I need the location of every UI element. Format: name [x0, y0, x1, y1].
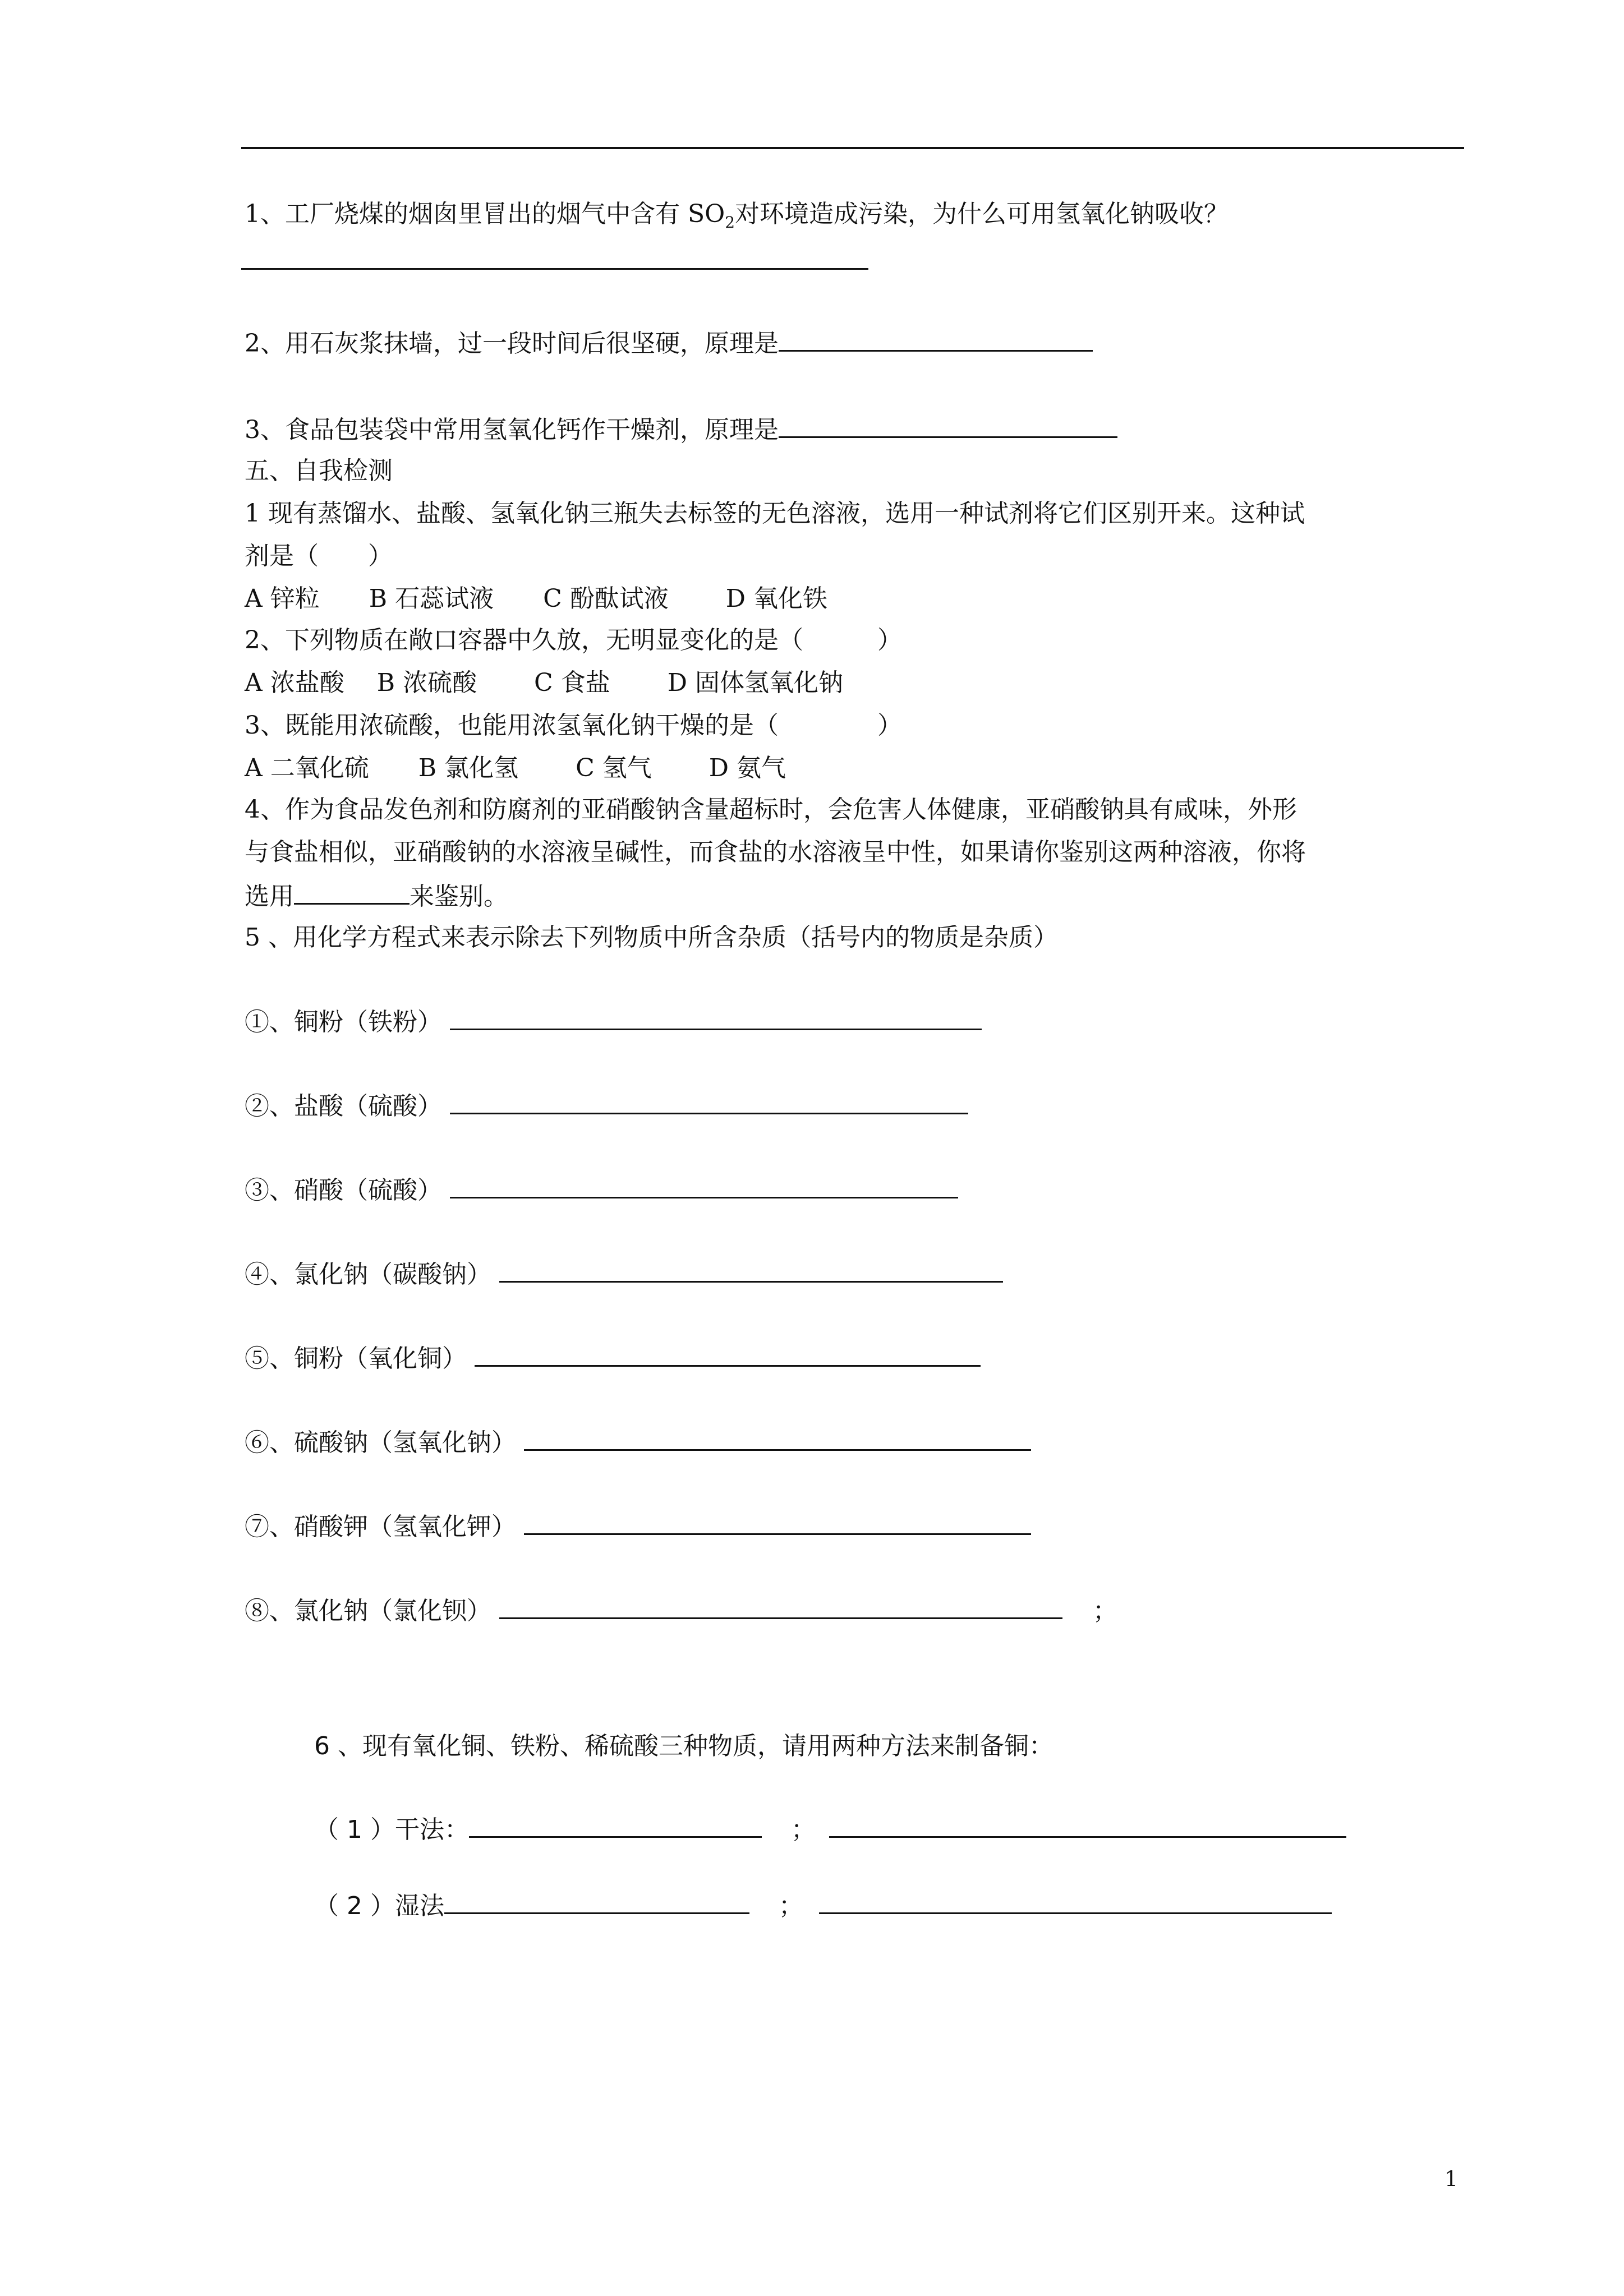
- test-5-item-4: ④、氯化钠（碳酸钠）: [245, 1256, 1003, 1292]
- answer-blank-5-2[interactable]: [450, 1088, 968, 1114]
- test-4-line-2: 与食盐相似，亚硝酸钠的水溶液呈碱性，而食盐的水溶液呈中性，如果请你鉴别这两种溶液，你将: [245, 838, 1306, 866]
- answer-blank-5-5[interactable]: [475, 1340, 981, 1367]
- test-5-item-2: ②、盐酸（硫酸）: [245, 1088, 968, 1123]
- answer-blank-6-dry-1[interactable]: [469, 1811, 762, 1838]
- test-4-line-1: 4、作为食品发色剂和防腐剂的亚硝酸钠含量超标时，会危害人体健康，亚硝酸钠具有咸味，外形: [245, 795, 1297, 824]
- answer-blank-1[interactable]: [241, 268, 868, 270]
- answer-blank-6-wet-1[interactable]: [444, 1888, 749, 1914]
- question-2: 2、用石灰浆抹墙，过一段时间后很坚硬，原理是: [245, 325, 1093, 361]
- header-rule: [241, 147, 1464, 149]
- test-5-item-1: ①、铜粉（铁粉）: [245, 1004, 982, 1039]
- test-6-intro: 6 、现有氧化铜、铁粉、稀硫酸三种物质，请用两种方法来制备铜：: [314, 1732, 1053, 1760]
- section-title: 五、自我检测: [245, 457, 393, 485]
- test-3-options: A 二氧化硫 B 氯化氢 C 氢气 D 氨气: [245, 754, 786, 782]
- test-3-line-1: 3、既能用浓硫酸，也能用浓氢氧化钠干燥的是（ ）: [245, 711, 902, 740]
- test-6-dry-method: （ 1 ）干法： ；: [314, 1811, 1346, 1847]
- answer-blank-3[interactable]: [779, 412, 1117, 438]
- answer-blank-5-7[interactable]: [524, 1509, 1031, 1535]
- test-1-line-2: 剂是（ ）: [245, 542, 393, 570]
- answer-blank-5-4[interactable]: [499, 1256, 1003, 1283]
- test-5-intro: 5 、用化学方程式来表示除去下列物质中所含杂质（括号内的物质是杂质）: [245, 923, 1058, 952]
- test-2-options: A 浓盐酸 B 浓硫酸 C 食盐 D 固体氢氧化钠: [245, 668, 843, 697]
- answer-blank-5-1[interactable]: [450, 1004, 982, 1030]
- test-6-wet-method: （ 2 ）湿法 ；: [314, 1888, 1332, 1923]
- answer-blank-2[interactable]: [779, 325, 1093, 352]
- answer-blank-4[interactable]: [294, 878, 410, 905]
- answer-blank-5-3[interactable]: [450, 1172, 958, 1198]
- test-5-item-5: ⑤、铜粉（氧化铜）: [245, 1340, 981, 1376]
- test-4-line-3: 选用 来鉴别。: [245, 878, 508, 914]
- test-1-options: A 锌粒 B 石蕊试液 C 酚酞试液 D 氧化铁: [245, 584, 827, 613]
- test-1-line-1: 1 现有蒸馏水、盐酸、氢氧化钠三瓶失去标签的无色溶液，选用一种试剂将它们区别开来。这种试: [245, 499, 1305, 528]
- test-5-item-8: ⑧、氯化钠（氯化钡） ；: [245, 1593, 1117, 1628]
- test-5-item-7: ⑦、硝酸钾（氢氧化钾）: [245, 1509, 1031, 1544]
- test-5-item-3: ③、硝酸（硫酸）: [245, 1172, 958, 1207]
- test-5-item-6: ⑥、硫酸钠（氢氧化钠）: [245, 1424, 1031, 1460]
- question-1: 1、工厂烧煤的烟囱里冒出的烟气中含有 $SO_2$对环境造成污染，为什么可用氢氧化钠吸收？: [245, 200, 1229, 232]
- answer-blank-6-wet-2[interactable]: [819, 1888, 1332, 1914]
- page-number: 1: [1444, 2166, 1459, 2191]
- answer-blank-5-6[interactable]: [524, 1424, 1031, 1451]
- answer-blank-5-8[interactable]: [499, 1593, 1062, 1619]
- test-2-line-1: 2、下列物质在敞口容器中久放，无明显变化的是（ ）: [245, 626, 902, 654]
- answer-blank-6-dry-2[interactable]: [829, 1811, 1346, 1838]
- question-3: 3、食品包装袋中常用氢氧化钙作干燥剂，原理是: [245, 412, 1117, 447]
